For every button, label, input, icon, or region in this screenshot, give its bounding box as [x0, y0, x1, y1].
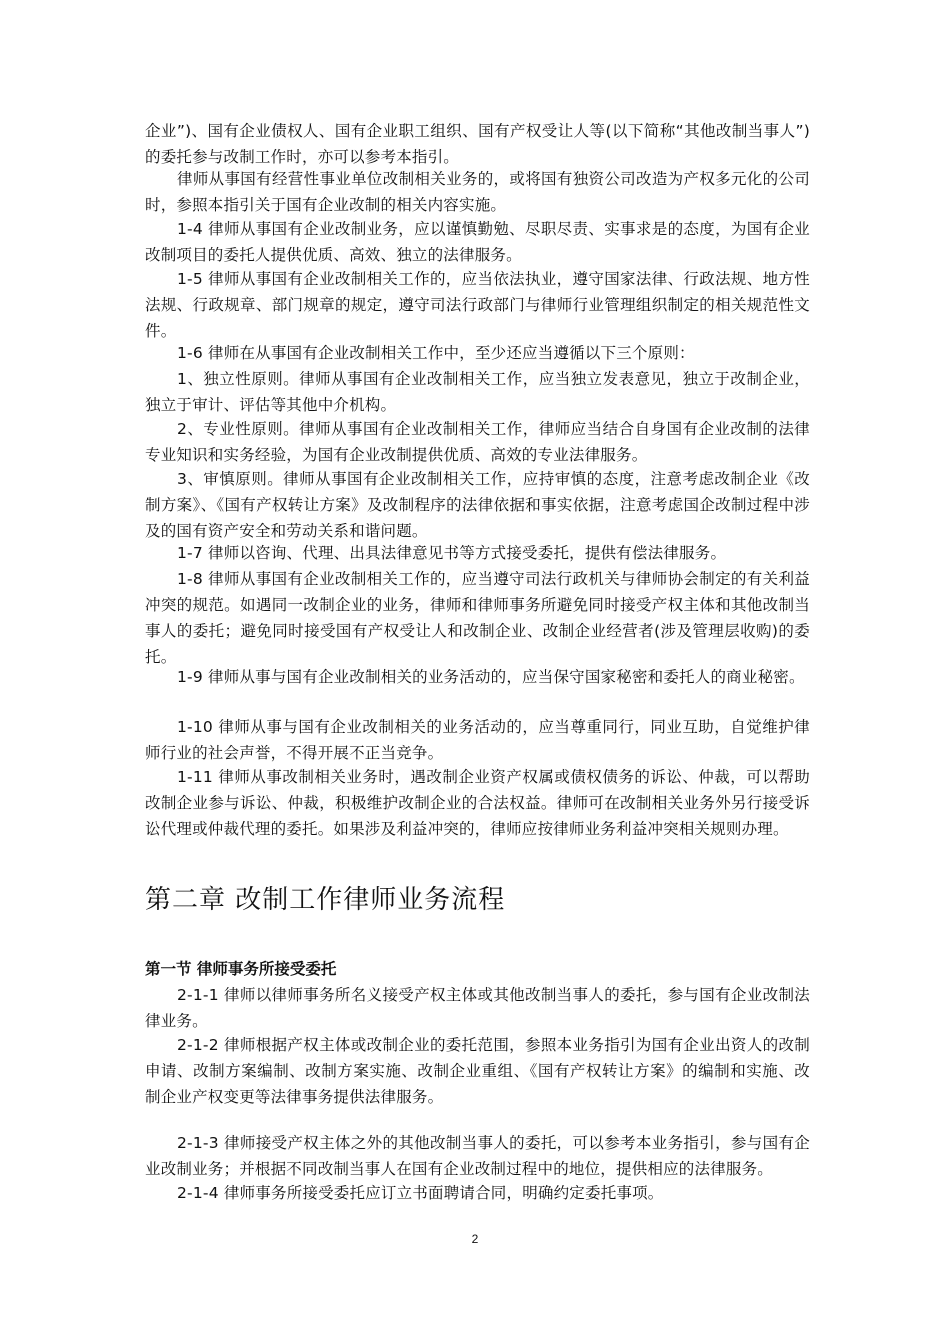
paragraph: 3、审慎原则。律师从事国有企业改制相关工作，应持审慎的态度，注意考虑改制企业《改制方案》、《国有产权转让方案》及改制程序的法律依据和事实依据，注意考虑国企改制过程中涉及的国有资产安全和劳动关系和谐问题。 — [145, 470, 810, 540]
paragraph: 1-11 律师从事改制相关业务时，遇改制企业资产权属或债权债务的诉讼、仲裁，可以帮助改制企业参与诉讼、仲裁，积极维护改制企业的合法权益。律师可在改制相关业务外另行接受诉讼代理或仲裁代理的委托。如果涉及利益冲突的，律师应按律师业务利益冲突相关规则办理。 — [145, 768, 810, 838]
paragraph: 2-1-1 律师以律师事务所名义接受产权主体或其他改制当事人的委托，参与国有企业改制法律业务。 — [145, 986, 810, 1030]
section-title: 第一节 律师事务所接受委托 — [145, 960, 337, 978]
paragraph: 1-6 律师在从事国有企业改制相关工作中，至少还应当遵循以下三个原则： — [177, 344, 695, 362]
page-number: 2 — [471, 1232, 479, 1246]
paragraph: 1-9 律师从事与国有企业改制相关的业务活动的，应当保守国家秘密和委托人的商业秘密。 — [177, 668, 805, 686]
paragraph: 1、独立性原则。律师从事国有企业改制相关工作，应当独立发表意见，独立于改制企业，独立于审计、评估等其他中介机构。 — [145, 370, 810, 414]
paragraph: 企业”)、国有企业债权人、国有企业职工组织、国有产权受让人等(以下简称“其他改制当事人”)的委托参与改制工作时，亦可以参考本指引。 — [145, 122, 810, 166]
chapter-title: 第二章 改制工作律师业务流程 — [145, 885, 506, 915]
paragraph: 1-5 律师从事国有企业改制相关工作的，应当依法执业，遵守国家法律、行政法规、地方性法规、行政规章、部门规章的规定，遵守司法行政部门与律师行业管理组织制定的相关规范性文件。 — [145, 270, 810, 340]
paragraph: 2、专业性原则。律师从事国有企业改制相关工作，律师应当结合自身国有企业改制的法律专业知识和实务经验，为国有企业改制提供优质、高效的专业法律服务。 — [145, 420, 810, 464]
paragraph: 2-1-4 律师事务所接受委托应订立书面聘请合同，明确约定委托事项。 — [177, 1184, 664, 1202]
paragraph: 1-10 律师从事与国有企业改制相关的业务活动的，应当尊重同行，同业互助，自觉维护律师行业的社会声誉，不得开展不正当竞争。 — [145, 718, 810, 762]
paragraph: 2-1-2 律师根据产权主体或改制企业的委托范围，参照本业务指引为国有企业出资人的改制申请、改制方案编制、改制方案实施、改制企业重组、《国有产权转让方案》的编制和实施、改制企业产权变更等法律事务提供法律服务。 — [145, 1036, 810, 1106]
paragraph: 1-7 律师以咨询、代理、出具法律意见书等方式接受委托，提供有偿法律服务。 — [177, 544, 727, 562]
paragraph: 1-4 律师从事国有企业改制业务，应以谨慎勤勉、尽职尽责、实事求是的态度，为国有企业改制项目的委托人提供优质、高效、独立的法律服务。 — [145, 220, 810, 264]
paragraph: 1-8 律师从事国有企业改制相关工作的，应当遵守司法行政机关与律师协会制定的有关利益冲突的规范。如遇同一改制企业的业务，律师和律师事务所避免同时接受产权主体和其他改制当事人的委托；避免同时接受国有产权受让人和改制企业、改制企业经营者(涉及管理层收购)的委托。 — [145, 570, 810, 666]
paragraph: 2-1-3 律师接受产权主体之外的其他改制当事人的委托，可以参考本业务指引，参与国有企业改制业务；并根据不同改制当事人在国有企业改制过程中的地位，提供相应的法律服务。 — [145, 1134, 810, 1178]
paragraph: 律师从事国有经营性事业单位改制相关业务的，或将国有独资公司改造为产权多元化的公司时，参照本指引关于国有企业改制的相关内容实施。 — [145, 170, 810, 214]
